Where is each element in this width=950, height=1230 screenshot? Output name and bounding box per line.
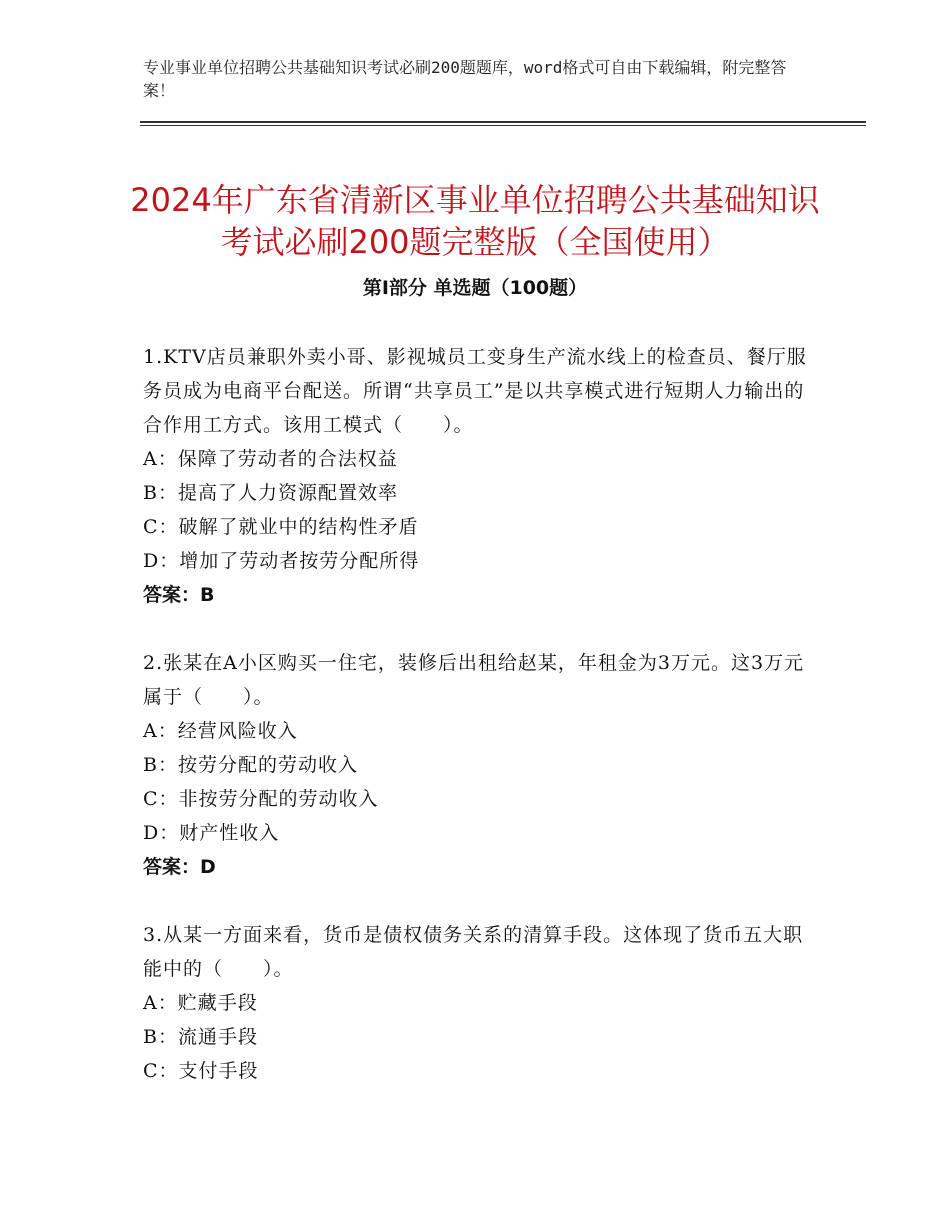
option-b: B：提高了人力资源配置效率 [143,482,398,504]
option-c: C：支付手段 [143,1060,259,1082]
option-c: C：破解了就业中的结构性矛盾 [143,516,419,538]
option-a: A：保障了劳动者的合法权益 [143,448,398,470]
question-1 [143,340,823,612]
question-3 [143,918,823,1088]
section-heading: 第Ⅰ部分 单选题（100题） [362,277,588,299]
question-stem: 1.KTV店员兼职外卖小哥、影视城员工变身生产流水线上的检查员、餐厅服务员成为电商平台配送。所谓“共享员工”是以共享模式进行短期人力输出的合作用工方式。该用工模式（ ）。 [143,346,807,436]
option-d: D：财产性收入 [143,822,280,844]
option-a: A：经营风险收入 [143,720,298,742]
option-c: C：非按劳分配的劳动收入 [143,788,379,810]
document-title: 2024年广东省清新区事业单位招聘公共基础知识考试必刷200题完整版（全国使用） [130,181,820,262]
header-rule-thin [140,125,866,126]
answer-label: 答案：B [143,584,215,606]
option-d: D：增加了劳动者按劳分配所得 [143,550,420,572]
question-stem: 2.张某在A小区购买一住宅，装修后出租给赵某，年租金为3万元。这3万元属于（ ）。 [143,652,805,708]
header-rule-thick [140,121,866,123]
answer-label: 答案：D [143,856,216,878]
header-note: 专业事业单位招聘公共基础知识考试必刷200题题库，word格式可自由下载编辑，附完整答案！ [143,58,787,100]
question-2 [143,646,823,884]
question-stem: 3.从某一方面来看，货币是债权债务关系的清算手段。这体现了货币五大职能中的（ ）。 [143,924,804,980]
question-list [143,340,823,1122]
option-b: B：流通手段 [143,1026,258,1048]
option-b: B：按劳分配的劳动收入 [143,754,358,776]
option-a: A：贮藏手段 [143,992,258,1014]
